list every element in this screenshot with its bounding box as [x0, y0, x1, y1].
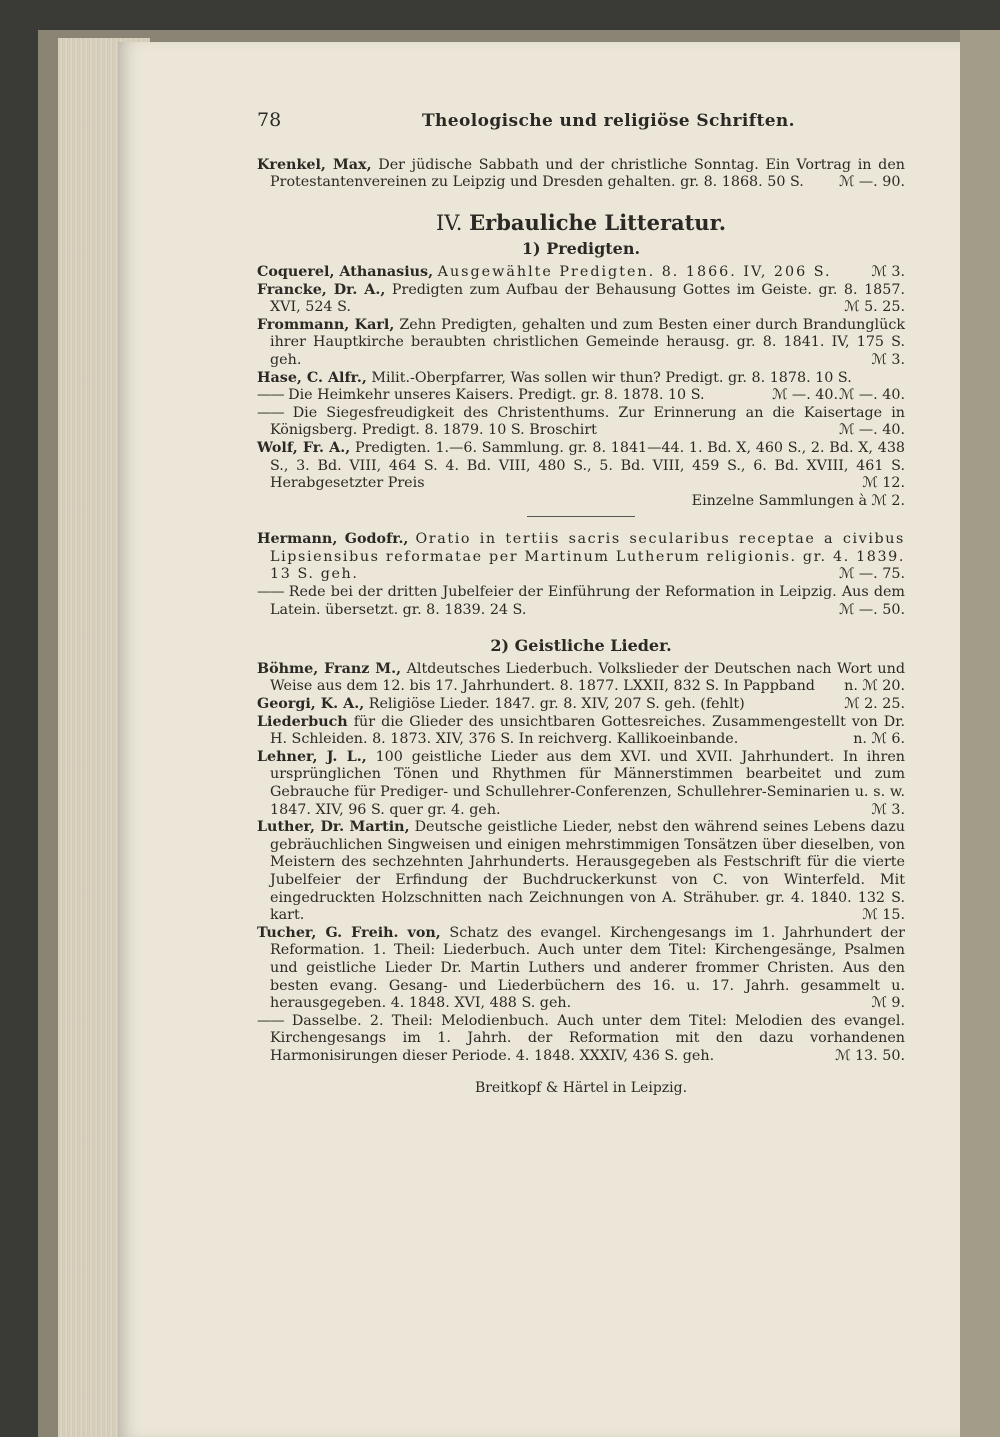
entry-price: n. ℳ 20.	[844, 678, 905, 695]
catalog-entry	[257, 282, 905, 317]
entry-text: Schatz des evangel. Kirchengesangs im 1. Jahrhundert der Reformation. 1. Theil: Liederbuch. Auch unter dem Titel: Kirchengesänge, Psalmen und geistliche Lieder Dr. Martin Luthers und anderer frommer Christen. Aus den besten evang. Gesang- und Liederbüchern des 16. u. 17. Jahrh. gesammelt u. herausgegeben. 4. 1848. XVI, 488 S. geh.	[270, 924, 905, 1012]
catalog-entry	[257, 1013, 905, 1066]
entry-price: ℳ 3.	[871, 263, 905, 280]
entry-text: Altdeutsches Liederbuch. Volkslieder der Deutschen nach Wort und Weise aus dem 12. bis 17. Jahrhundert. 8. 1877. LXXII, 832 S. In Pappband	[270, 660, 905, 695]
entry-price: ℳ 13. 50.	[835, 1047, 905, 1064]
catalog-entry	[257, 405, 905, 440]
section-number: IV.	[435, 210, 463, 235]
catalog-entry	[257, 317, 905, 370]
entry-author: Böhme, Franz M.,	[257, 660, 402, 677]
entry-price: ℳ —. 90.	[839, 174, 905, 191]
entry-author: Georgi, K. A.,	[257, 696, 365, 713]
entry-ditto-dash: ——	[257, 1012, 284, 1029]
publisher-footer: Breitkopf & Härtel in Leipzig.	[474, 1079, 688, 1096]
entry-price: ℳ —. 40.	[839, 422, 905, 439]
facing-page-edge	[960, 30, 1000, 1437]
catalog-entry	[257, 584, 905, 619]
entry-author: Francke, Dr. A.,	[257, 281, 386, 298]
section-title: Erbauliche Litteratur.	[469, 209, 727, 235]
entry-author: Wolf, Fr. A.,	[257, 439, 351, 456]
entry-text: für die Glieder des unsichtbaren Gottesreiches. Zusammengestellt von Dr. H. Schleiden. 8. 1873. XIV, 376 S. In reichverg. Kallikoeinbande.	[270, 713, 906, 748]
entry-text: Religiöse Lieder. 1847. gr. 8. XIV, 207 S. geh. (fehlt)	[368, 696, 745, 713]
entry-author: Frommann, Karl,	[257, 316, 395, 333]
entry-price: n. ℳ 6.	[853, 731, 905, 748]
entry-text: Die Siegesfreudigkeit des Christenthums. Zur Erinnerung an die Kaisertage in Königsberg. Predigt. 8. 1879. 10 S. Broschirt	[270, 404, 905, 439]
entry-ditto-dash: ——	[257, 584, 284, 601]
catalog-entry	[257, 925, 905, 1013]
entry-text: 100 geistliche Lieder aus dem XVI. und XVII. Jahrhundert. In ihren ursprünglichen Tönen und Rhythmen für Männerstimmen bearbeitet und zum Gebrauche für Prediger- und Schullehrer-Conferenzen, Schullehrer-Seminarien u. s. w. 1847. XIV, 96 S. quer gr. 4. geh.	[270, 748, 906, 818]
page-number: 78	[257, 109, 282, 131]
entry-text: Dasselbe. 2. Theil: Melodienbuch. Auch unter dem Titel: Melodien des evangel. Kirchengesangs im 1. Jahrh. der Reformation mit den dazu vorhandenen Harmonisirungen dieser Periode. 4. 1848. XXXIV, 436 S. geh.	[270, 1012, 905, 1064]
entry-text: Zehn Predigten, gehalten und zum Besten einer durch Brandunglück ihrer Hauptkirche beraubten christlichen Gemeinde herausg. gr. 8. 1841. IV, 175 S. geh.	[270, 316, 905, 368]
entry-text: Predigten. 1.—6. Sammlung. gr. 8. 1841—44. 1. Bd. X, 460 S., 2. Bd. X, 438 S., 3. Bd. VIII, 464 S. 4. Bd. VIII, 480 S., 5. Bd. VIII, 459 S., 6. Bd. XVIII, 461 S. Herabgesetzter Preis	[270, 439, 906, 492]
catalog-entry	[257, 696, 905, 714]
entry-price: ℳ —. 50.	[839, 601, 905, 618]
entry-text: Die Heimkehr unseres Kaisers. Predigt. gr. 8. 1878. 10 S.	[288, 387, 705, 404]
subsection-heading-lieder: 2) Geistliche Lieder.	[490, 636, 672, 656]
catalog-entry	[257, 440, 905, 493]
catalog-entry-krenkel	[257, 157, 905, 192]
entry-author: Hermann, Godofr.,	[257, 531, 409, 548]
entry-price: ℳ 5. 25.	[844, 299, 905, 316]
entry-price: ℳ 3.	[871, 351, 905, 368]
entry-price: ℳ —. 75.	[839, 566, 905, 583]
subsection-heading-predigten: 1) Predigten.	[521, 239, 641, 259]
entry-price: ℳ —. 40.	[839, 387, 905, 404]
entry-ditto-dash: ——	[257, 387, 284, 404]
entry-price: ℳ —. 40.	[772, 387, 839, 404]
latin-entries	[257, 531, 905, 619]
entry-text: Milit.-Oberpfarrer, Was sollen wir thun? Predigt. gr. 8. 1878. 10 S.	[371, 369, 852, 386]
entry-text: Oratio in tertiis sacris secularibus receptae a civibus Lipsiensibus reformatae per Martinum Lutherum religionis. gr. 4. 1839. 13 S. geh.	[270, 531, 905, 583]
catalog-entry	[257, 749, 905, 819]
entry-author: Krenkel, Max,	[257, 156, 372, 173]
entry-text: Ausgewählte Predigten. 8. 1866. IV, 206 S.	[437, 263, 832, 280]
catalog-entry	[257, 264, 905, 282]
entry-author: Liederbuch	[257, 713, 348, 730]
entry-price: ℳ 3.	[871, 801, 905, 818]
catalog-entry	[257, 531, 905, 584]
entry-author: Tucher, G. Freih. von,	[257, 924, 441, 941]
section-heading	[257, 209, 905, 235]
catalog-entry	[257, 819, 905, 925]
spacer	[257, 619, 905, 631]
entry-text: Rede bei der dritten Jubelfeier der Einführung der Reformation in Leipzig. Aus dem Latein. übersetzt. gr. 8. 1839. 24 S.	[270, 584, 905, 618]
lieder-list	[257, 661, 905, 1066]
section-divider	[527, 516, 635, 517]
entry-note: Einzelne Sammlungen à ℳ 2.	[691, 492, 905, 509]
entry-price: ℳ 12.	[862, 475, 905, 492]
catalog-entry	[257, 387, 905, 405]
entry-author: Coquerel, Athanasius,	[257, 263, 434, 280]
entry-author: Hase, C. Alfr.,	[257, 369, 367, 386]
predigten-list	[257, 264, 905, 510]
running-title: Theologische und religiöse Schriften.	[422, 111, 795, 131]
entry-price: ℳ 9.	[871, 995, 905, 1012]
page-content	[257, 109, 906, 1097]
catalog-entry	[257, 714, 905, 749]
entry-ditto-dash: ——	[257, 404, 284, 421]
entry-text: Der jüdische Sabbath und der christliche Sonntag. Ein Vortrag in den Protestantenvereinen zu Leipzig und Dresden gehalten. gr. 8. 1868. 50 S.	[270, 156, 906, 191]
page-header	[257, 109, 905, 131]
entry-author: Luther, Dr. Martin,	[257, 819, 410, 836]
entry-text: Predigten zum Aufbau der Behausung Gottes im Geiste. gr. 8. 1857. XVI, 524 S.	[270, 281, 906, 316]
entry-price: ℳ 15.	[862, 907, 905, 924]
entry-author: Lehner, J. L.,	[257, 748, 367, 765]
entry-text: Deutsche geistliche Lieder, nebst den während seines Lebens dazu gebräuchlichen Singweisen und einigen mehrstimmigen Tonsätzen über dieselben, von Meistern des sechzehnten Jahrhunderts. Herausgegeben als Festschrift für die vierte Jubelfeier der Erfindung der Buchdruckerkunst von C. von Winterfeld. Mit eingedruckten Holzschnitten nach Zeichnungen von A. Strähuber. gr. 4. 1840. 132 S. kart.	[270, 819, 905, 924]
catalog-entry	[257, 661, 905, 696]
entry-price: ℳ 2. 25.	[844, 696, 905, 713]
